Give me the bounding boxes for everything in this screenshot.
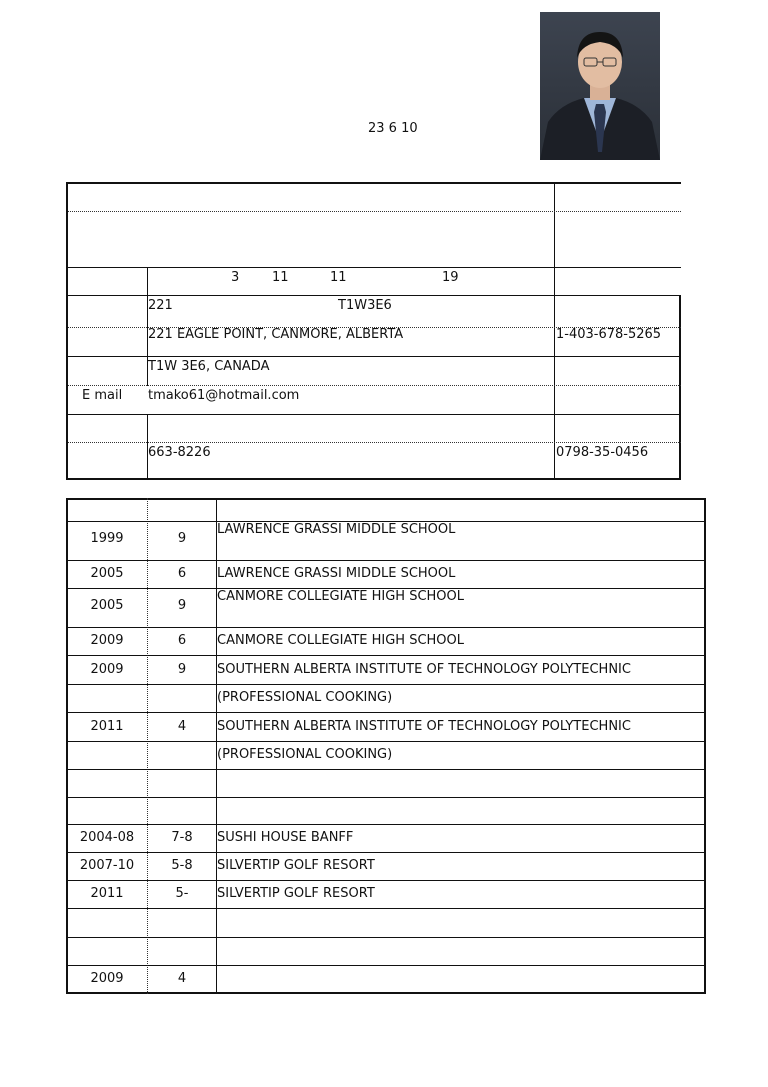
history-year: 2011 bbox=[90, 886, 124, 901]
history-month: 5-8 bbox=[171, 858, 193, 873]
row-divider bbox=[66, 880, 706, 881]
history-description: SUSHI HOUSE BANFF bbox=[217, 830, 354, 845]
postal-code: T1W3E6 bbox=[338, 298, 392, 313]
history-month: 9 bbox=[177, 531, 187, 546]
history-description: SOUTHERN ALBERTA INSTITUTE OF TECHNOLOGY POLYTECHNIC bbox=[217, 661, 631, 677]
row-divider bbox=[66, 797, 706, 798]
history-description: CANMORE COLLEGIATE HIGH SCHOOL bbox=[217, 633, 465, 648]
birth-month-part: 11 bbox=[272, 270, 289, 285]
row-divider bbox=[66, 824, 706, 825]
history-month: 6 bbox=[177, 633, 187, 648]
row-divider bbox=[66, 908, 706, 909]
history-description: (PROFESSIONAL COOKING) bbox=[217, 747, 393, 762]
history-year: 2007-10 bbox=[79, 858, 135, 873]
history-year: 2009 bbox=[90, 661, 124, 677]
history-month: 6 bbox=[177, 566, 187, 581]
birth-year-part: 3 bbox=[231, 270, 240, 285]
address-line-2: T1W 3E6, CANADA bbox=[148, 359, 270, 374]
row-divider bbox=[66, 937, 706, 938]
history-description: SILVERTIP GOLF RESORT bbox=[217, 858, 375, 873]
history-month: 9 bbox=[177, 661, 187, 677]
phone-number: 1-403-678-5265 bbox=[556, 327, 662, 342]
contact-number-right: 0798-35-0456 bbox=[556, 445, 649, 460]
postal-number: 221 bbox=[148, 298, 173, 313]
personal-info-table bbox=[66, 182, 681, 480]
row-divider bbox=[66, 712, 706, 713]
history-year: 2011 bbox=[90, 718, 124, 734]
address-line-1: 221 EAGLE POINT, CANMORE, ALBERTA bbox=[148, 327, 404, 342]
row-divider bbox=[66, 560, 706, 561]
date-line: 23 6 10 bbox=[368, 121, 418, 136]
history-month: 5- bbox=[175, 886, 189, 901]
row-divider bbox=[66, 627, 706, 628]
row-divider bbox=[66, 741, 706, 742]
row-divider bbox=[66, 655, 706, 656]
history-year: 2004-08 bbox=[79, 830, 135, 845]
history-description: LAWRENCE GRASSI MIDDLE SCHOOL bbox=[217, 566, 456, 581]
history-description: SILVERTIP GOLF RESORT bbox=[217, 886, 375, 901]
history-month: 9 bbox=[177, 598, 187, 613]
email-label: E mail bbox=[82, 388, 123, 403]
portrait-photo-icon bbox=[540, 12, 660, 160]
history-year: 2005 bbox=[90, 598, 124, 613]
history-description: SOUTHERN ALBERTA INSTITUTE OF TECHNOLOGY POLYTECHNIC bbox=[217, 718, 631, 734]
row-divider bbox=[66, 965, 706, 966]
history-description: LAWRENCE GRASSI MIDDLE SCHOOL bbox=[217, 522, 456, 537]
history-month: 4 bbox=[177, 970, 187, 986]
history-year: 2009 bbox=[90, 970, 124, 986]
contact-number-left: 663-8226 bbox=[148, 445, 211, 460]
history-year: 1999 bbox=[90, 531, 124, 546]
row-divider bbox=[66, 769, 706, 770]
history-month: 4 bbox=[177, 718, 187, 734]
row-divider bbox=[66, 852, 706, 853]
history-description: CANMORE COLLEGIATE HIGH SCHOOL bbox=[217, 589, 465, 604]
history-table bbox=[66, 498, 706, 994]
email-value[interactable]: tmako61@hotmail.com bbox=[148, 388, 300, 403]
age-part: 19 bbox=[442, 270, 459, 285]
birth-day-part: 11 bbox=[330, 270, 347, 285]
history-month: 7-8 bbox=[171, 830, 193, 845]
row-divider bbox=[66, 684, 706, 685]
history-year: 2009 bbox=[90, 633, 124, 648]
history-description: (PROFESSIONAL COOKING) bbox=[217, 690, 393, 705]
history-year: 2005 bbox=[90, 566, 124, 581]
